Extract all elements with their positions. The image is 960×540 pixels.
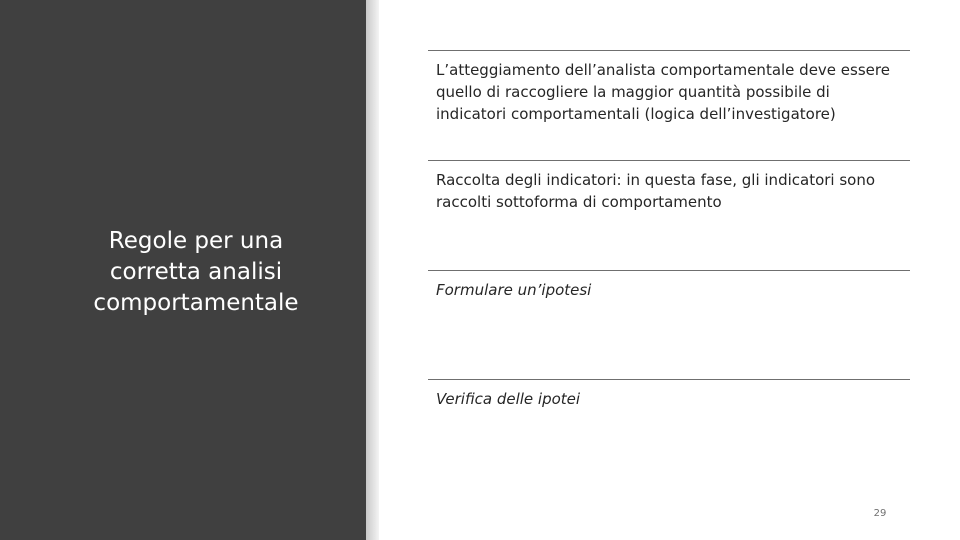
- list-item: [428, 379, 910, 410]
- list-item: [428, 160, 910, 213]
- list-item-text: Raccolta degli indicatori: in questa fase, gli indicatori sono raccolti sottoforma di comportamento: [436, 171, 876, 211]
- panel-shadow: [366, 0, 379, 540]
- list-item: [428, 50, 910, 125]
- slide-title: Regole per una corretta analisi comportamentale: [93, 228, 299, 316]
- list-item-text: L’atteggiamento dell’analista comportamentale deve essere quello di raccogliere la maggior quantità possibile di indicatori comportamentali (logica dell’investigatore): [436, 61, 890, 123]
- list-item: [428, 270, 910, 301]
- page-number: 29: [873, 508, 887, 519]
- list-item-text: Formulare un’ipotesi: [436, 281, 592, 299]
- list-item-text: Verifica delle ipotei: [436, 390, 581, 408]
